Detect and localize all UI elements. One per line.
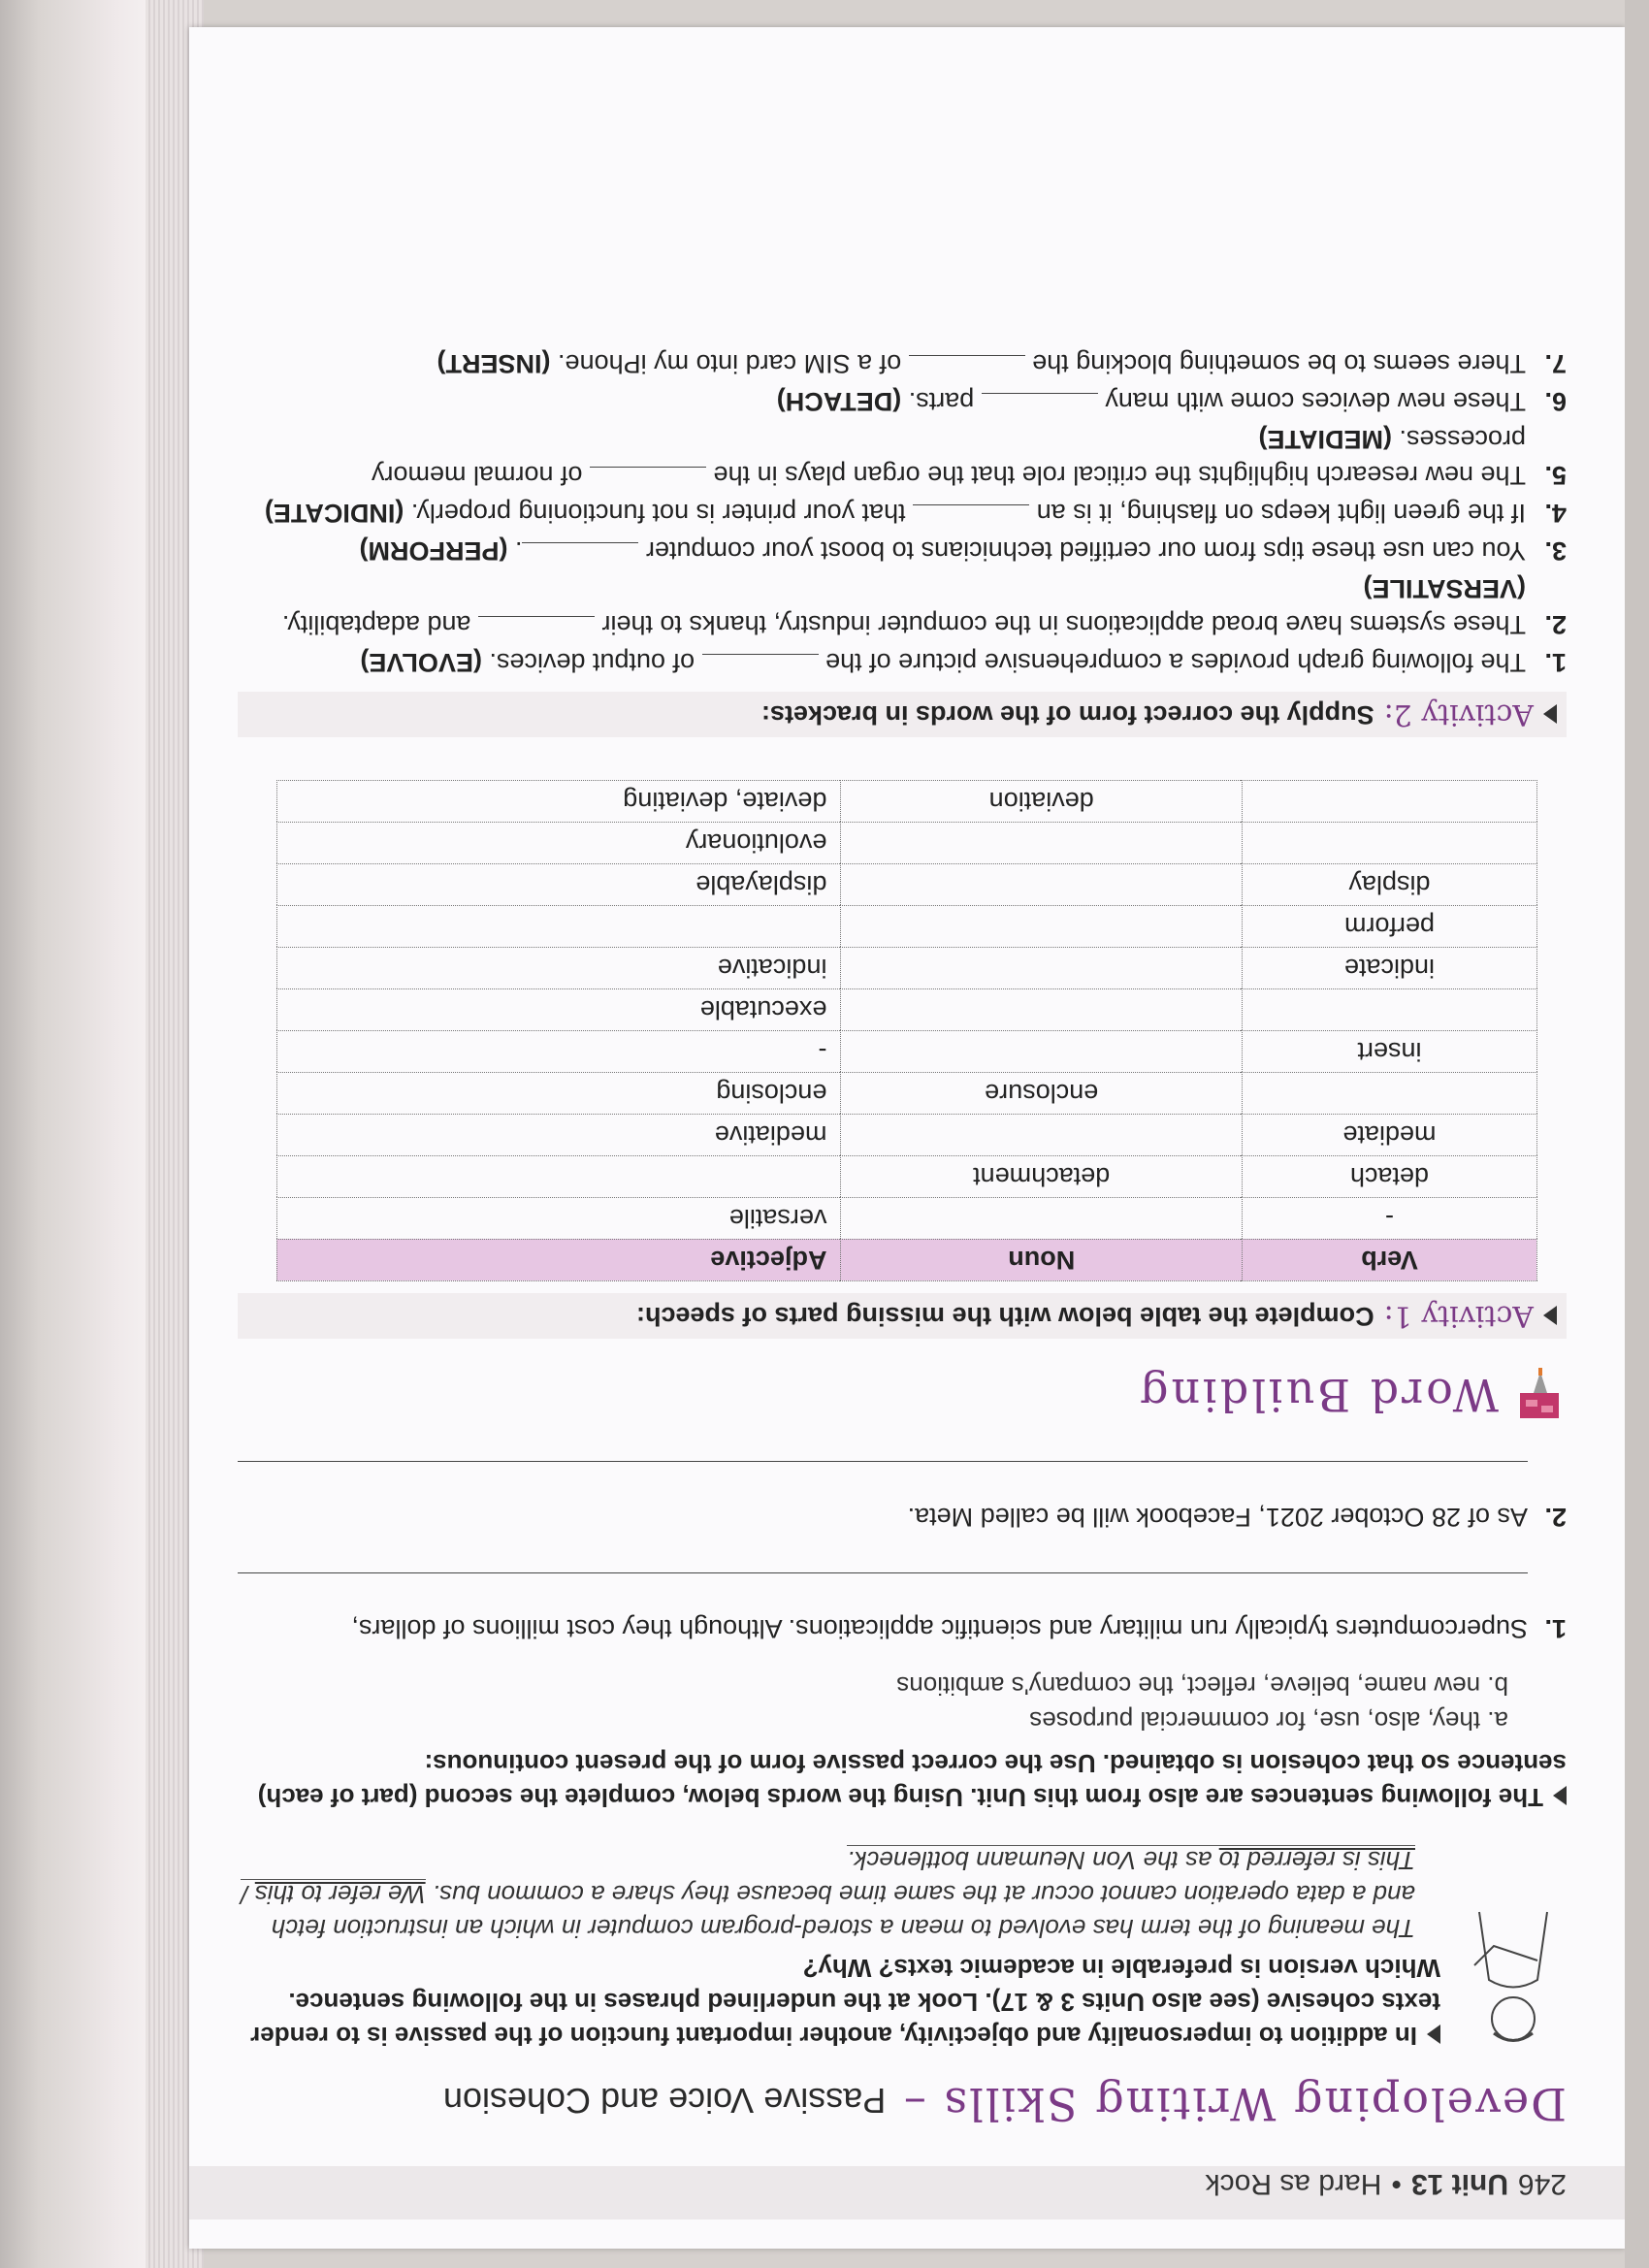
adjective-cell[interactable]	[277, 1156, 841, 1198]
answer-blank[interactable]	[909, 355, 1025, 377]
table-row	[277, 906, 1537, 948]
adjective-cell[interactable]	[277, 906, 841, 948]
item-text-before: The following graph provides a comprehensive picture of the	[818, 648, 1526, 677]
adjective-cell[interactable]: mediative	[277, 1115, 841, 1156]
item-text: As of 28 October 2021, Facebook will be called Meta.	[907, 1503, 1528, 1532]
bracket-word: (EVOLVE)	[360, 648, 482, 677]
bracket-word: (PERFORM)	[359, 536, 508, 566]
column-header-noun: Noun	[841, 1240, 1243, 1281]
verb-cell[interactable]	[1242, 823, 1536, 864]
option-b: b. new name, believe, reflect, the company's ambitions	[896, 1671, 1508, 1701]
noun-cell[interactable]	[841, 864, 1243, 906]
item-text: Supercomputers typically run military and scientific applications. Although they cost millions of dollars,	[351, 1614, 1528, 1643]
item-text-after: parts.	[901, 387, 982, 416]
item-text-after: of normal memory processes.	[371, 425, 1526, 490]
item-number: 2.	[1544, 1503, 1567, 1532]
adjective-cell[interactable]: -	[277, 1031, 841, 1073]
cohesion-task	[238, 1461, 1567, 1814]
table-header-row	[277, 1240, 1537, 1281]
example-part1: The meaning of the term has evolved to mean a stored-program computer in which an instruction fetch and a data operation cannot occur at the same time because they share a common bus.	[271, 1880, 1415, 1943]
item-text-before: These new devices come with many	[1097, 387, 1526, 416]
student-illustration-icon	[1460, 1907, 1567, 2053]
bracket-word: (DETACH)	[776, 387, 902, 416]
answer-blank[interactable]	[913, 504, 1029, 527]
verb-cell[interactable]: perform	[1242, 906, 1536, 948]
page-header	[238, 2167, 1567, 2200]
list-item	[238, 345, 1567, 381]
item-number: 3.	[1544, 536, 1567, 566]
item-number: 1.	[1544, 1614, 1567, 1643]
answer-blank[interactable]	[702, 654, 819, 676]
answer-blank[interactable]	[982, 393, 1098, 415]
bullet-arrow-icon	[1553, 1786, 1567, 1805]
cohesion-options	[238, 1669, 1508, 1738]
activity1-instruction: Complete the table below with the missing parts of speech:	[635, 1302, 1374, 1331]
activity2-heading	[238, 692, 1567, 737]
adjective-cell[interactable]: evolutionary	[277, 823, 841, 864]
verb-cell[interactable]: display	[1242, 864, 1536, 906]
noun-cell[interactable]	[841, 823, 1243, 864]
activity2-items	[238, 345, 1567, 680]
table-row	[277, 1115, 1537, 1156]
noun-cell[interactable]	[841, 989, 1243, 1031]
list-item	[238, 570, 1567, 642]
item-text-after: .	[507, 536, 523, 566]
verb-cell[interactable]: detach	[1242, 1156, 1536, 1198]
item-text-before: The new research highlights the critical role that the organ plays in the	[706, 461, 1526, 490]
noun-cell[interactable]	[841, 1031, 1243, 1073]
item-text-after: and adaptability.	[281, 610, 478, 639]
table-row	[277, 948, 1537, 989]
table-row	[277, 781, 1537, 823]
intro-block	[238, 1843, 1567, 2053]
answer-blank[interactable]	[523, 542, 639, 565]
item-text-before: These systems have broad applications in the computer industry, thanks to their	[595, 610, 1526, 639]
cohesion-instruction	[238, 1746, 1567, 1814]
answer-blank[interactable]	[478, 616, 595, 638]
list-item	[238, 495, 1567, 531]
list-item	[238, 421, 1567, 493]
textbook-page	[189, 27, 1625, 2249]
table-row	[277, 1073, 1537, 1115]
table-row	[277, 989, 1537, 1031]
item-text-after: that your printer is not functioning properly.	[404, 499, 914, 528]
answer-blank[interactable]	[590, 467, 706, 489]
section-title	[238, 2078, 1567, 2130]
scanner-edge	[1625, 0, 1649, 2268]
example-slash: /	[241, 1880, 255, 1909]
item-number: 1.	[1544, 648, 1567, 677]
book-edge	[0, 0, 146, 2268]
intro-instruction-text: In addition to impersonality and objectivity, another important function of the passive is to render texts cohesive (see also Units 3 & 17). Look at the underlined phrases in the following sentence. Which version is preferable in academic texts? Why?	[250, 1954, 1440, 2051]
activity1-label: Activity 1:	[1383, 1299, 1534, 1333]
cohesion-instruction-text: The following sentences are also from this Unit. Using the words below, complete the second (part of each) sentence so that cohesion is obtained. Use the correct passive form of the present continuous:	[257, 1749, 1567, 1812]
example-sentence	[238, 1843, 1415, 1945]
bracket-word: (MEDIATE)	[1258, 425, 1392, 454]
page-number: 246	[1517, 2168, 1567, 2200]
item-number: 4.	[1544, 499, 1567, 528]
section-title-dash: –	[901, 2078, 926, 2130]
verb-cell[interactable]: mediate	[1242, 1115, 1536, 1156]
table-row	[277, 1031, 1537, 1073]
word-building-title: Word Building	[1137, 1369, 1499, 1421]
item-text-after: of output devices.	[481, 648, 702, 677]
item-number: 6.	[1544, 387, 1567, 416]
option-a: a. they, also, use, for commercial purposes	[1029, 1706, 1508, 1735]
cohesion-item	[238, 1572, 1567, 1647]
adjective-cell[interactable]: enclosing	[277, 1073, 841, 1115]
example-underlined-1: We refer to this	[254, 1880, 426, 1909]
unit-label: Unit 13	[1410, 2168, 1508, 2200]
table-row	[277, 823, 1537, 864]
item-text-before: You can use these tips from our certified technicians to boost your computer	[638, 536, 1526, 566]
adjective-cell[interactable]: deviate, deviating	[277, 781, 841, 823]
verb-cell[interactable]: insert	[1242, 1031, 1536, 1073]
item-number: 2.	[1544, 610, 1567, 639]
bullet-arrow-icon	[1543, 705, 1557, 725]
table-row	[277, 1198, 1537, 1240]
noun-cell[interactable]	[841, 906, 1243, 948]
activity2-label: Activity 2:	[1383, 697, 1534, 731]
adjective-cell[interactable]: executable	[277, 989, 841, 1031]
noun-cell[interactable]: enclosure	[841, 1073, 1243, 1115]
bracket-word: (VERSATILE)	[1363, 574, 1526, 603]
example-underlined-2: This is referred to	[1218, 1846, 1415, 1875]
cohesion-items	[238, 1461, 1567, 1647]
verb-cell[interactable]	[1242, 1073, 1536, 1115]
activity2-instruction: Supply the correct form of the words in brackets:	[760, 700, 1374, 729]
noun-cell[interactable]	[841, 948, 1243, 989]
answer-line[interactable]	[238, 1461, 1528, 1499]
bracket-word: (INSERT)	[436, 349, 551, 378]
list-item	[238, 383, 1567, 419]
item-number: 7.	[1544, 349, 1567, 378]
list-item	[238, 533, 1567, 568]
section-subtitle: Passive Voice and Cohesion	[442, 2081, 887, 2121]
activity1-heading	[238, 1293, 1567, 1339]
list-item	[238, 644, 1567, 680]
column-header-adjective: Adjective	[277, 1240, 841, 1281]
bullet-arrow-icon	[1427, 2025, 1440, 2044]
noun-cell[interactable]: detachment	[841, 1156, 1243, 1198]
verb-cell[interactable]	[1242, 989, 1536, 1031]
item-text-before: There seems to be something blocking the	[1024, 349, 1526, 378]
table-row	[277, 1156, 1537, 1198]
item-text-after: of a SIM card into my iPhone.	[550, 349, 909, 378]
verb-cell[interactable]: -	[1242, 1198, 1536, 1240]
noun-cell[interactable]	[841, 1198, 1243, 1240]
header-separator: •	[1391, 2168, 1402, 2200]
adjective-cell[interactable]: indicative	[277, 948, 841, 989]
word-building-heading	[238, 1366, 1567, 1424]
verb-cell[interactable]: indicate	[1242, 948, 1536, 989]
cohesion-item	[238, 1461, 1567, 1536]
table-row	[277, 864, 1537, 906]
noun-cell[interactable]	[841, 1115, 1243, 1156]
noun-cell[interactable]: deviation	[841, 781, 1243, 823]
intro-instruction	[238, 1951, 1440, 2053]
example-part2: as the Von Neumann bottleneck.	[847, 1846, 1219, 1875]
adjective-cell[interactable]: displayable	[277, 864, 841, 906]
verb-cell[interactable]	[1242, 781, 1536, 823]
answer-line[interactable]	[238, 1572, 1528, 1610]
adjective-cell[interactable]: versatile	[277, 1198, 841, 1240]
bracket-word: (INDICATE)	[264, 499, 404, 528]
unit-title: Hard as Rock	[1205, 2168, 1382, 2200]
bullet-arrow-icon	[1543, 1307, 1557, 1326]
section-title-text: Developing Writing Skills	[942, 2078, 1567, 2130]
item-text-before: If the green light keeps on flashing, it is an	[1029, 499, 1526, 528]
column-header-verb: Verb	[1242, 1240, 1536, 1281]
item-number: 5.	[1544, 461, 1567, 490]
parts-of-speech-table	[276, 780, 1537, 1281]
intro-text	[238, 1843, 1440, 2053]
trowel-brick-icon	[1514, 1366, 1567, 1424]
